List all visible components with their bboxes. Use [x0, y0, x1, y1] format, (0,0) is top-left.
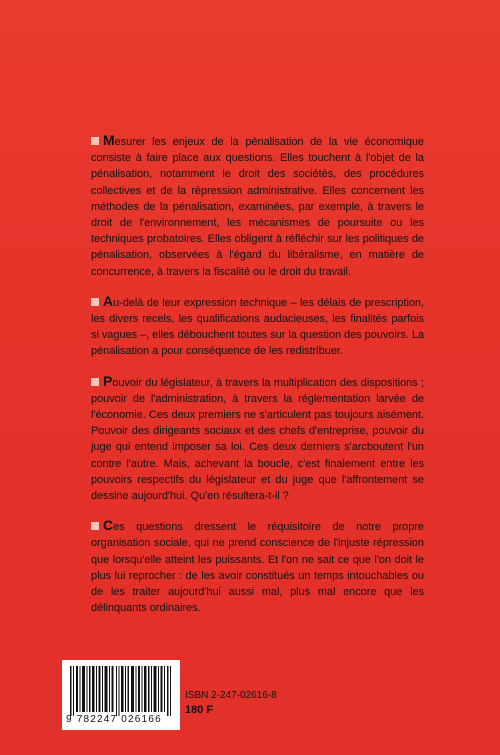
paragraph-text: u-delà de leur expression technique – les délais de prescription, les divers recels, les qualifications audacieuses, les finalités parfois si vagues –, elles débouchent toutes sur la question des pouvoirs. La pénalisation a pour conséquence de les redistribuer. — [91, 296, 424, 358]
blurb-paragraph-1 — [91, 132, 424, 280]
barcode-digits: 9 782247 026166 — [66, 714, 162, 725]
paragraph-text: es questions dressent le réquisitoire de notre propre organisation sociale, qui ne prend conscience de l'injuste répression que lorsqu'elle atteint les puissants. Et l'on ne sait ce que l'on doit le plus lui reprocher : de les avoir constitués un temps intouchables ou de les traiter aujourd'hui aussi mal, plus mal encore que les délinquants ordinaires. — [91, 521, 424, 615]
barcode-bars-icon — [70, 666, 172, 716]
paragraph-text: esurer les enjeux de la pénalisation de la vie économique consiste à faire place aux questions. Elles touchent à l'objet de la pénalisation, notamment le droit des sociétés, des procédures collectives et de la répression administrative. Elles concernent les méthodes de la pénalisation, examinées, par exemple, à travers le droit de l'environnement, les mécanismes de poursuite ou les techniques probatoires. Elles obligent à réfléchir sur les politiques de pénalisation, observées à l'égard du libéralisme, en matière de concurrence, à travers la fiscalité ou le droit du travail. — [91, 136, 424, 278]
square-bullet-icon — [91, 522, 99, 530]
blurb-paragraph-2 — [91, 293, 424, 360]
paragraph-lead-letter: A — [103, 292, 114, 309]
barcode — [62, 660, 180, 730]
price-label: 180 F — [185, 704, 214, 716]
square-bullet-icon — [91, 378, 99, 386]
square-bullet-icon — [91, 137, 99, 145]
blurb-text-block — [91, 132, 424, 629]
isbn-number: ISBN 2-247-02616-8 — [185, 690, 277, 701]
blurb-paragraph-4 — [91, 517, 424, 616]
paragraph-lead-letter: C — [103, 517, 114, 534]
paragraph-text: ouvoir du législateur, à travers la multiplication des dispositions ; pouvoir de l'administration, à travers la réglementation larvée de l'économie. Ces deux premiers ne s'articulent pas toujours aisément. Pouvoir des dirigeants sociaux et des chefs d'entreprise, pouvoir du juge qui entend imposer sa loi. Ces deux derniers s'arcboutent l'un contre l'autre. Mais, achevant la boucle, c'est finalement entre les pouvoirs respectifs du législateur et du juge que l'affrontement se dessine aujourd'hui. Qu'en résultera-t-il ? — [91, 376, 424, 503]
paragraph-lead-letter: P — [103, 372, 113, 389]
paragraph-lead-letter: M — [103, 132, 115, 148]
blurb-paragraph-3 — [91, 373, 424, 505]
square-bullet-icon — [91, 298, 99, 306]
